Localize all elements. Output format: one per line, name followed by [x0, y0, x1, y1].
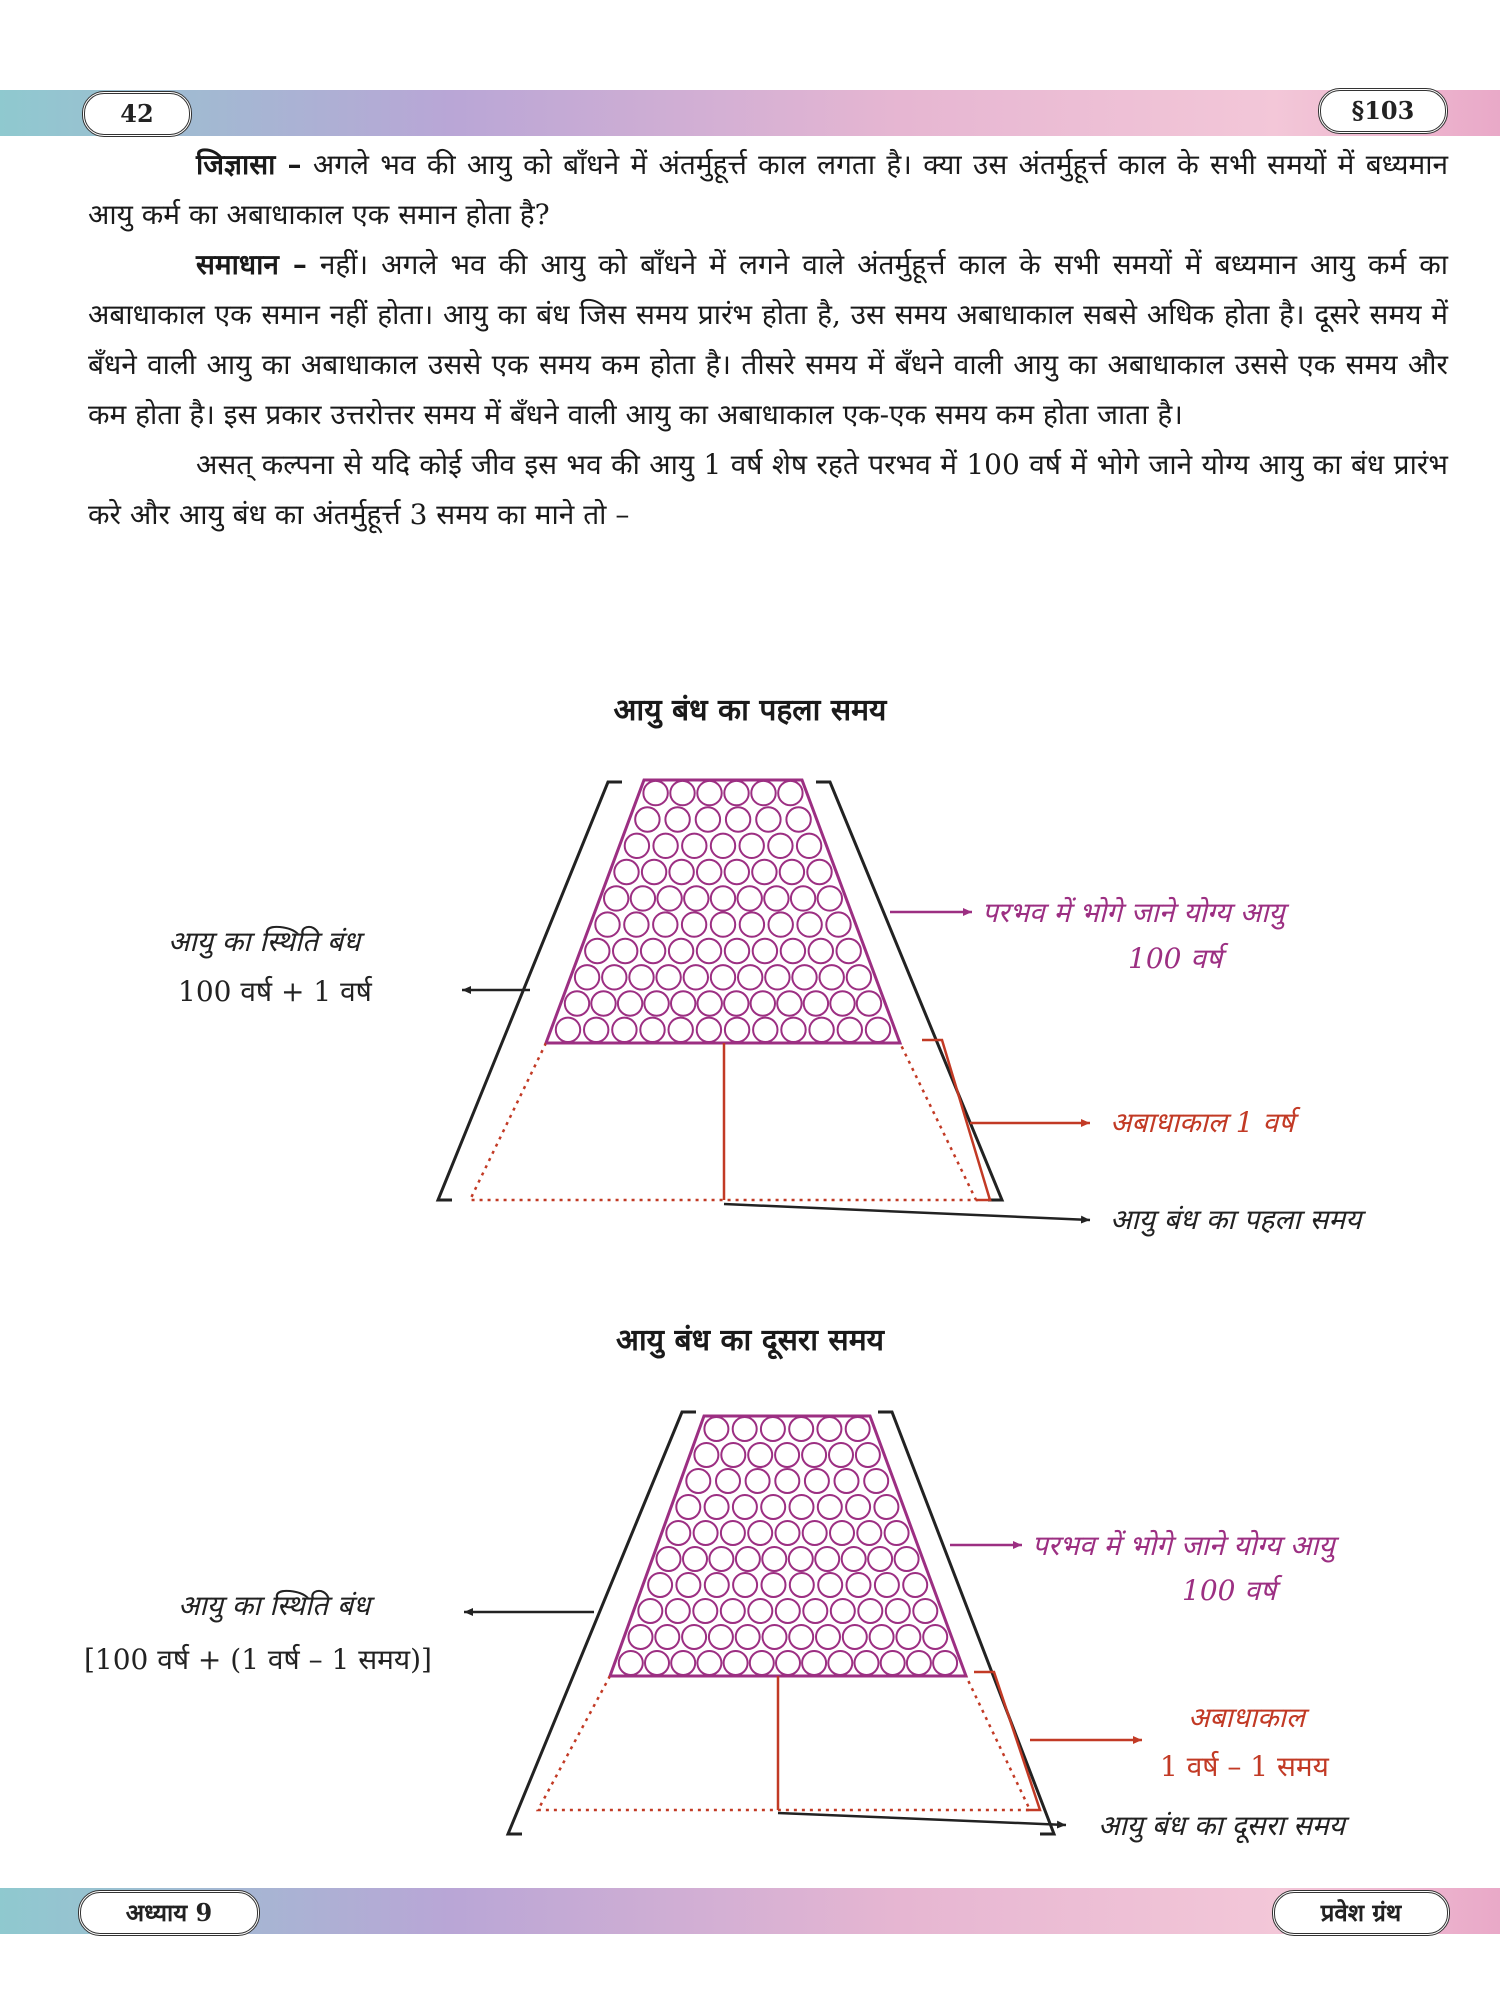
figure1-red-bracket: [922, 1040, 990, 1200]
life-unit-circle: [591, 991, 615, 1015]
life-unit-circle: [803, 1599, 827, 1623]
life-unit-circle: [826, 912, 850, 936]
life-unit-circle: [704, 1417, 728, 1441]
life-unit-circle: [797, 912, 821, 936]
life-unit-circle: [595, 912, 619, 936]
life-unit-circle: [816, 1625, 840, 1649]
life-unit-circle: [682, 912, 706, 936]
life-unit-circle: [933, 1651, 957, 1675]
life-unit-circle: [676, 1495, 700, 1519]
life-unit-circle: [789, 1547, 813, 1571]
life-unit-circle: [740, 834, 764, 858]
life-unit-circle: [805, 1469, 829, 1493]
life-unit-circle: [711, 912, 735, 936]
life-unit-circle: [721, 1599, 745, 1623]
life-unit-circle: [752, 860, 776, 884]
life-unit-circle: [762, 1573, 786, 1597]
life-unit-circle: [820, 965, 844, 989]
life-unit-circle: [657, 1547, 681, 1571]
life-unit-circle: [624, 912, 648, 936]
life-unit-circle: [756, 807, 780, 831]
life-unit-circle: [874, 1495, 898, 1519]
life-unit-circle: [619, 1651, 643, 1675]
life-unit-circle: [709, 1547, 733, 1571]
example-paragraph: असत् कल्पना से यदि कोई जीव इस भव की आयु 1 वर्ष शेष रहते परभव में 100 वर्ष में भोगे जाने योग्य आयु का बंध प्रारंभ करे और आयु बंध का अंतर्मुहूर्त्त 3 समय का माने तो –: [88, 448, 1448, 531]
life-unit-circle: [830, 1521, 854, 1545]
life-unit-circle: [781, 939, 805, 963]
figure2-diagram: [464, 1412, 1142, 1834]
figure1-bottom-arrow: [724, 1204, 1090, 1220]
life-unit-circle: [748, 1599, 772, 1623]
life-unit-circle: [640, 1018, 664, 1042]
life-unit-circle: [746, 1469, 770, 1493]
life-unit-circle: [775, 1443, 799, 1467]
life-unit-circle: [736, 1547, 760, 1571]
life-unit-circle: [669, 860, 693, 884]
figure1-right-top-label-2: 100 वर्ष: [1128, 942, 1223, 975]
life-unit-circle: [763, 1625, 787, 1649]
life-unit-circle: [837, 939, 861, 963]
life-unit-circle: [670, 781, 694, 805]
life-unit-circle: [682, 1625, 706, 1649]
life-unit-circle: [738, 965, 762, 989]
life-unit-circle: [631, 886, 655, 910]
life-unit-circle: [565, 991, 589, 1015]
life-unit-circle: [786, 807, 810, 831]
life-unit-circle: [721, 1443, 745, 1467]
figure1-circle-grid: [556, 781, 890, 1042]
life-unit-circle: [789, 1625, 813, 1649]
figure2-title: आयु बंध का दूसरा समय: [615, 1323, 885, 1358]
life-unit-circle: [686, 1469, 710, 1493]
life-unit-circle: [835, 1469, 859, 1493]
life-unit-circle: [802, 1651, 826, 1675]
life-unit-circle: [671, 991, 695, 1015]
life-unit-circle: [818, 1495, 842, 1519]
book-label: प्रवेश ग्रंथ: [1272, 1890, 1450, 1936]
life-unit-circle: [923, 1625, 947, 1649]
life-unit-circle: [725, 1018, 749, 1042]
life-unit-circle: [768, 834, 792, 858]
life-unit-circle: [847, 1573, 871, 1597]
life-unit-circle: [584, 1018, 608, 1042]
life-unit-circle: [778, 781, 802, 805]
life-unit-circle: [781, 1018, 805, 1042]
life-unit-circle: [769, 912, 793, 936]
life-unit-circle: [736, 1625, 760, 1649]
question-text: अगले भव की आयु को बाँधने में अंतर्मुहूर्त्त काल लगता है। क्या उस अंतर्मुहूर्त्त काल के सभी समयों में बध्यमान आयु कर्म का अबाधाकाल एक समान होता है?: [88, 148, 1448, 231]
life-unit-circle: [697, 860, 721, 884]
life-unit-circle: [711, 965, 735, 989]
life-unit-circle: [777, 991, 801, 1015]
life-unit-circle: [856, 1443, 880, 1467]
life-unit-circle: [830, 991, 854, 1015]
chapter-label: अध्याय 9: [78, 1890, 260, 1936]
life-unit-circle: [761, 1417, 785, 1441]
answer-text: नहीं। अगले भव की आयु को बाँधने में लगने वाले अंतर्मुहूर्त्त काल के सभी समयों में बध्यमान आयु कर्म का अबाधाकाल एक समान नहीं होता। आयु का बंध जिस समय प्रारंभ होता है, उस समय अबाधाकाल सबसे अधिक होता है। दूसरे समय में बँधने वाली आयु का अबाधाकाल उससे एक समय कम होता है। तीसरे समय में बँधने वाली आयु का अबाधाकाल उससे एक समय और कम होता है। इस प्रकार उत्तरोत्तर समय में बँधने वाली आयु का अबाधाकाल एक-एक समय कम होता जाता है।: [88, 248, 1449, 431]
life-unit-circle: [697, 781, 721, 805]
life-unit-circle: [818, 1573, 842, 1597]
life-unit-circle: [738, 886, 762, 910]
life-unit-circle: [775, 1469, 799, 1493]
life-unit-circle: [709, 1625, 733, 1649]
life-unit-circle: [855, 1651, 879, 1675]
life-unit-circle: [657, 886, 681, 910]
life-unit-circle: [802, 1443, 826, 1467]
life-unit-circle: [725, 860, 749, 884]
life-unit-circle: [648, 1573, 672, 1597]
life-unit-circle: [697, 1018, 721, 1042]
page-number: 42: [82, 91, 192, 137]
figure1-title: आयु बंध का पहला समय: [613, 693, 887, 728]
life-unit-circle: [585, 939, 609, 963]
life-unit-circle: [886, 1599, 910, 1623]
life-unit-circle: [683, 1547, 707, 1571]
section-number: §103: [1318, 88, 1448, 134]
answer-label: समाधान –: [196, 248, 307, 281]
life-unit-circle: [666, 1521, 690, 1545]
figure1-left-label-1: आयु का स्थिति बंध: [168, 925, 361, 958]
life-unit-circle: [868, 1547, 892, 1571]
life-unit-circle: [753, 939, 777, 963]
life-unit-circle: [669, 1018, 693, 1042]
life-unit-circle: [671, 1651, 695, 1675]
figure1-bottom-label: आयु बंध का पहला समय: [1110, 1203, 1362, 1236]
life-unit-circle: [751, 781, 775, 805]
life-unit-circle: [809, 1018, 833, 1042]
life-unit-circle: [792, 965, 816, 989]
figure2-right-top-label-2: 100 वर्ष: [1182, 1574, 1277, 1607]
life-unit-circle: [676, 1573, 700, 1597]
figure2-right-top-label-1: परभव में भोगे जाने योग्य आयु: [1032, 1529, 1335, 1562]
life-unit-circle: [556, 1018, 580, 1042]
life-unit-circle: [696, 807, 720, 831]
life-unit-circle: [828, 1651, 852, 1675]
life-unit-circle: [740, 912, 764, 936]
life-unit-circle: [870, 1625, 894, 1649]
life-unit-circle: [733, 1495, 757, 1519]
life-unit-circle: [846, 1417, 870, 1441]
life-unit-circle: [838, 1018, 862, 1042]
life-unit-circle: [847, 965, 871, 989]
life-unit-circle: [682, 834, 706, 858]
life-unit-circle: [575, 965, 599, 989]
life-unit-circle: [643, 781, 667, 805]
life-unit-circle: [903, 1573, 927, 1597]
life-unit-circle: [721, 1521, 745, 1545]
life-unit-circle: [613, 939, 637, 963]
life-unit-circle: [612, 1018, 636, 1042]
question-label: जिज्ञासा –: [196, 148, 302, 181]
life-unit-circle: [711, 886, 735, 910]
life-unit-circle: [776, 1599, 800, 1623]
life-unit-circle: [694, 1443, 718, 1467]
life-unit-circle: [625, 834, 649, 858]
life-unit-circle: [653, 834, 677, 858]
life-unit-circle: [642, 860, 666, 884]
life-unit-circle: [655, 1625, 679, 1649]
life-unit-circle: [864, 1469, 888, 1493]
life-unit-circle: [669, 939, 693, 963]
life-unit-circle: [724, 1651, 748, 1675]
life-unit-circle: [733, 1573, 757, 1597]
life-unit-circle: [748, 1521, 772, 1545]
life-unit-circle: [641, 939, 665, 963]
figure2-left-label-1: आयु का स्थिति बंध: [178, 1589, 371, 1622]
figure2-red-dotted-trapezoid: [538, 1676, 1030, 1810]
life-unit-circle: [804, 991, 828, 1015]
figure1-right-mid-label: अबाधाकाल 1 वर्ष: [1110, 1106, 1295, 1139]
life-unit-circle: [780, 860, 804, 884]
life-unit-circle: [693, 1599, 717, 1623]
life-unit-circle: [656, 965, 680, 989]
life-unit-circle: [762, 1547, 786, 1571]
life-unit-circle: [750, 1651, 774, 1675]
life-unit-circle: [753, 1018, 777, 1042]
life-unit-circle: [809, 939, 833, 963]
life-unit-circle: [913, 1599, 937, 1623]
life-unit-circle: [842, 1547, 866, 1571]
life-unit-circle: [881, 1651, 905, 1675]
life-unit-circle: [776, 1521, 800, 1545]
life-unit-circle: [866, 1018, 890, 1042]
life-unit-circle: [761, 1495, 785, 1519]
life-unit-circle: [698, 991, 722, 1015]
life-unit-circle: [797, 834, 821, 858]
life-unit-circle: [638, 1599, 662, 1623]
life-unit-circle: [629, 1625, 653, 1649]
life-unit-circle: [829, 1443, 853, 1467]
life-unit-circle: [764, 886, 788, 910]
life-unit-circle: [733, 1417, 757, 1441]
life-unit-circle: [790, 1573, 814, 1597]
life-unit-circle: [818, 886, 842, 910]
life-unit-circle: [817, 1417, 841, 1441]
life-unit-circle: [789, 1417, 813, 1441]
life-unit-circle: [665, 807, 689, 831]
figure2-bottom-label: आयु बंध का दूसरा समय: [1098, 1809, 1345, 1842]
life-unit-circle: [907, 1651, 931, 1675]
life-unit-circle: [765, 965, 789, 989]
life-unit-circle: [684, 965, 708, 989]
figure2-outer-bracket: [508, 1412, 696, 1834]
life-unit-circle: [711, 834, 735, 858]
figure1-left-label-2: 100 वर्ष + 1 वर्ष: [178, 975, 372, 1008]
figure2-right-mid-label-1: अबाधाकाल: [1188, 1701, 1305, 1734]
figure1-diagram: [438, 780, 1090, 1220]
life-unit-circle: [857, 991, 881, 1015]
life-unit-circle: [790, 1495, 814, 1519]
life-unit-circle: [807, 860, 831, 884]
life-unit-circle: [629, 965, 653, 989]
figure2-left-label-2: [100 वर्ष + (1 वर्ष – 1 समय)]: [84, 1643, 432, 1676]
figure1-right-top-label-1: परभव में भोगे जाने योग्य आयु: [982, 896, 1285, 929]
life-unit-circle: [684, 886, 708, 910]
life-unit-circle: [726, 807, 750, 831]
life-unit-circle: [724, 781, 748, 805]
life-unit-circle: [635, 807, 659, 831]
life-unit-circle: [748, 1443, 772, 1467]
life-unit-circle: [791, 886, 815, 910]
life-unit-circle: [705, 1573, 729, 1597]
life-unit-circle: [705, 1495, 729, 1519]
life-unit-circle: [697, 939, 721, 963]
life-unit-circle: [697, 1651, 721, 1675]
life-unit-circle: [895, 1547, 919, 1571]
life-unit-circle: [846, 1495, 870, 1519]
life-unit-circle: [896, 1625, 920, 1649]
life-unit-circle: [857, 1521, 881, 1545]
life-unit-circle: [725, 939, 749, 963]
life-unit-circle: [694, 1521, 718, 1545]
life-unit-circle: [724, 991, 748, 1015]
figure2-circle-grid: [619, 1417, 957, 1675]
life-unit-circle: [645, 1651, 669, 1675]
life-unit-circle: [666, 1599, 690, 1623]
life-unit-circle: [885, 1521, 909, 1545]
life-unit-circle: [716, 1469, 740, 1493]
life-unit-circle: [604, 886, 628, 910]
life-unit-circle: [843, 1625, 867, 1649]
life-unit-circle: [644, 991, 668, 1015]
life-unit-circle: [858, 1599, 882, 1623]
life-unit-circle: [614, 860, 638, 884]
figure2-right-mid-label-2: 1 वर्ष – 1 समय: [1160, 1750, 1329, 1783]
life-unit-circle: [803, 1521, 827, 1545]
life-unit-circle: [602, 965, 626, 989]
life-unit-circle: [751, 991, 775, 1015]
life-unit-circle: [831, 1599, 855, 1623]
figure2-bottom-arrow: [778, 1813, 1066, 1825]
life-unit-circle: [776, 1651, 800, 1675]
life-unit-circle: [875, 1573, 899, 1597]
life-unit-circle: [815, 1547, 839, 1571]
life-unit-circle: [653, 912, 677, 936]
life-unit-circle: [618, 991, 642, 1015]
